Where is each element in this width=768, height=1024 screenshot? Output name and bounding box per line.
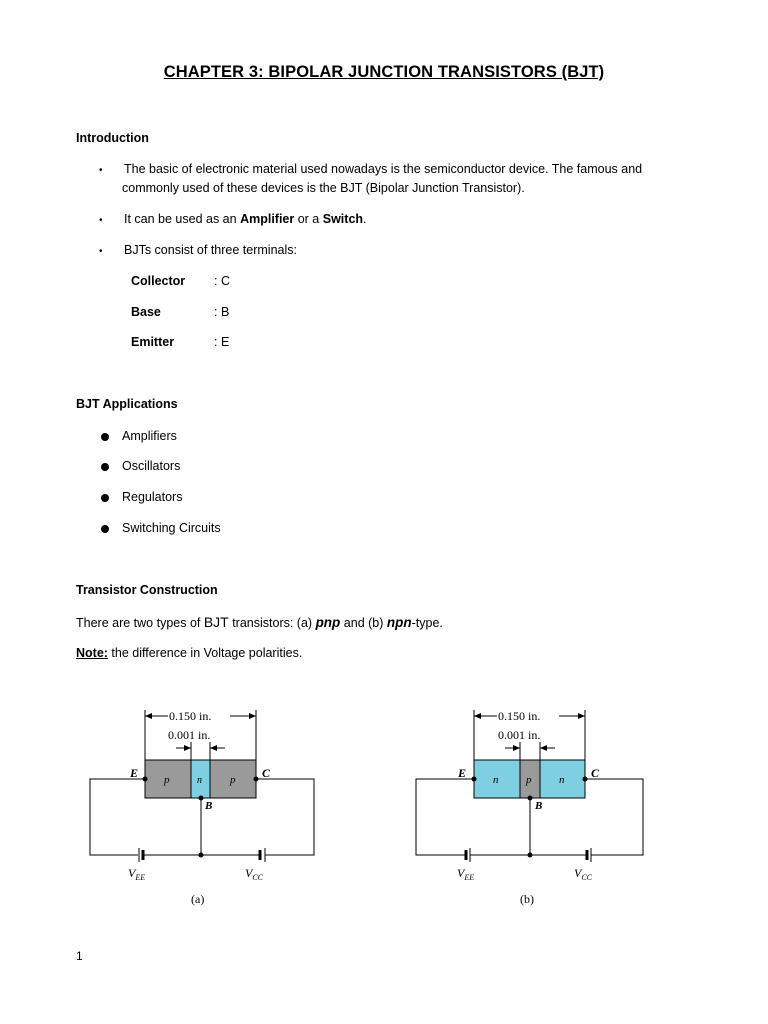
bullet-dot [101, 433, 109, 441]
intro-bullet1-line2: commonly used of these devices is the BJT (Bipolar Junction Transistor). [122, 181, 525, 195]
bullet-marker: • [99, 215, 103, 226]
construction-sentence: There are two types of BJT transistors: (a) pnp and (b) npn-type. [76, 614, 443, 630]
terminal-c-label: C [591, 766, 600, 780]
region-label: n [559, 774, 565, 786]
dim-outer-label: 0.150 in. [169, 709, 212, 723]
figure-caption: (b) [520, 892, 534, 906]
terminal-b-label: B [535, 800, 543, 812]
source-vcc-label: $V_{CC}$ [574, 866, 593, 882]
bullet-dot [101, 525, 109, 533]
figure-npn-transistor [410, 700, 670, 915]
applications-heading: BJT Applications [76, 397, 178, 411]
region-label: n [197, 775, 202, 786]
terminal-c-label: C [262, 766, 271, 780]
intro-bullet3: BJTs consist of three terminals: [124, 243, 297, 257]
region-label: p [230, 774, 236, 786]
construction-heading: Transistor Construction [76, 583, 218, 597]
terminal-symbol: : E [214, 335, 230, 349]
page-title: CHAPTER 3: BIPOLAR JUNCTION TRANSISTORS (BJT) [163, 63, 605, 81]
dim-inner-label: 0.001 in. [168, 728, 211, 742]
figure-caption: (a) [191, 892, 205, 906]
intro-bullet2: It can be used as an Amplifier or a Switch. [124, 212, 367, 226]
intro-bullet1-line1: The basic of electronic material used nowadays is the semiconductor device. The famous and [124, 162, 643, 176]
bullet-marker: • [99, 246, 103, 257]
terminal-e-label: E [458, 766, 467, 780]
source-vee-label: $V_{EE}$ [457, 866, 475, 882]
source-vee-label: $V_{EE}$ [128, 866, 146, 882]
terminal-name: Collector [131, 274, 186, 288]
bullet-dot [101, 494, 109, 502]
dim-outer-label: 0.150 in. [498, 709, 541, 723]
terminal-symbol: : C [214, 274, 230, 288]
application-item: Amplifiers [122, 429, 177, 443]
intro-heading: Introduction [76, 131, 149, 145]
application-item: Regulators [122, 490, 183, 504]
terminal-b-label: B [205, 800, 213, 812]
region-label: p [526, 774, 532, 786]
application-item: Oscillators [122, 459, 181, 473]
bullet-dot [101, 463, 109, 471]
region-label: n [493, 774, 499, 786]
figure-pnp-transistor [80, 700, 340, 915]
region-label: p [164, 774, 170, 786]
terminal-e-label: E [130, 766, 139, 780]
dim-inner-label: 0.001 in. [498, 728, 541, 742]
source-vcc-label: $V_{CC}$ [245, 866, 264, 882]
terminal-symbol: : B [214, 305, 230, 319]
terminal-name: Base [131, 305, 161, 319]
note: Note: the difference in Voltage polarities. [76, 646, 303, 660]
terminal-name: Emitter [131, 335, 175, 349]
bullet-marker: • [99, 165, 103, 176]
page-number: 1 [76, 949, 83, 963]
application-item: Switching Circuits [122, 521, 221, 535]
